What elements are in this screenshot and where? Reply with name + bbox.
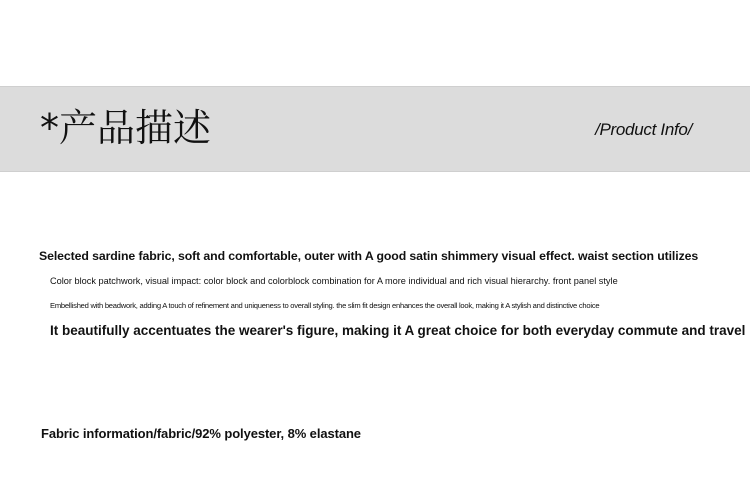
description-line-3: Embellished with beadwork, adding A touch of refinement and uniqueness to overall styling. the slim fit design enhances the overall look, making it A stylish and distinctive choice bbox=[50, 301, 600, 310]
section-subtitle: /Product Info/ bbox=[595, 120, 692, 139]
description-line-2: Color block patchwork, visual impact: color block and colorblock combination for A more individual and rich visual hierarchy. front panel style bbox=[50, 276, 618, 286]
header-band bbox=[0, 86, 750, 172]
fabric-info: Fabric information/fabric/92% polyester, 8% elastane bbox=[41, 426, 361, 441]
section-title: *产品描述 bbox=[40, 106, 212, 150]
description-line-1: Selected sardine fabric, soft and comfortable, outer with A good satin shimmery visual effect. waist section utilizes bbox=[39, 249, 699, 263]
description-line-4: It beautifully accentuates the wearer's figure, making it A great choice for both everyday commute and travel bbox=[50, 323, 746, 338]
